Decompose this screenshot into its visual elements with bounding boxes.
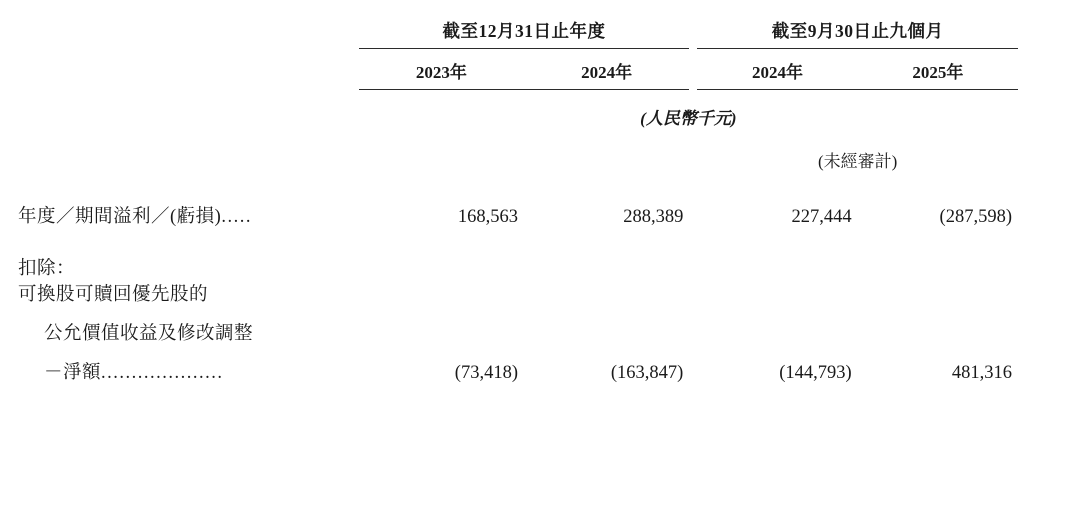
row-label-profit-loss-text: 年度／期間溢利／(虧損) [18,207,222,227]
table-row [18,172,1018,228]
row-label-profit-loss-dots: ..... [221,207,252,227]
row-label-profit-loss [18,172,359,228]
column-header-2025-9m: 2025年 [858,49,1018,90]
header-year-row [18,49,1018,90]
cell-deduction-gap [689,228,697,384]
header-year-gap-cell [689,49,697,90]
cell-deduction-2025-9m: 481,316 [951,363,1012,383]
table-row [18,228,1018,384]
unit-note-corner-cell [18,90,359,130]
audit-note-gap-cell [689,129,697,172]
column-header-2024-9m: 2024年 [697,49,857,90]
financial-table [18,18,1018,384]
row-label-deduction-line3: 公允價值收益及修改調整 [44,324,254,344]
unit-note-row [18,90,1018,130]
row-label-deduction-line4 [18,345,359,384]
cell-deduction-2024: (163,847) [610,363,684,383]
header-group-nine-months: 截至9月30日止九個月 [697,18,1018,49]
cell-profit-2024-9m: 227,444 [791,207,852,227]
cell-deduction-2024-9m: (144,793) [779,363,852,383]
cell-profit-2025-9m: (287,598) [939,207,1012,227]
cell-profit-gap [689,172,697,228]
column-header-2024-fy: 2024年 [524,49,689,90]
audit-note-row [18,129,1018,172]
header-corner-cell [18,18,359,49]
row-label-deduction [18,228,359,384]
cell-profit-2024: 288,389 [623,207,684,227]
header-group-year: 截至12月31日止年度 [359,18,690,49]
unit-note: (人民幣千元) [640,109,737,128]
audit-note-blank-1 [359,129,524,172]
audit-note-blank-2 [524,129,689,172]
row-label-deduction-line1: 扣除： [18,259,76,279]
cell-deduction-2023: (73,418) [454,363,518,383]
row-label-deduction-line2: 可換股可贖回優先股的 [18,285,209,305]
column-header-2023-fy: 2023年 [359,49,524,90]
row-label-deduction-line4-text: －淨額 [44,363,102,383]
header-group-row [18,18,1018,49]
financial-table-page [0,18,1080,515]
audit-note: (未經審計) [818,152,898,171]
header-year-corner-cell [18,49,359,90]
row-label-deduction-dots: .................... [101,363,224,383]
audit-note-corner-cell [18,129,359,172]
cell-profit-2023: 168,563 [457,207,518,227]
header-gap-cell [689,18,697,49]
